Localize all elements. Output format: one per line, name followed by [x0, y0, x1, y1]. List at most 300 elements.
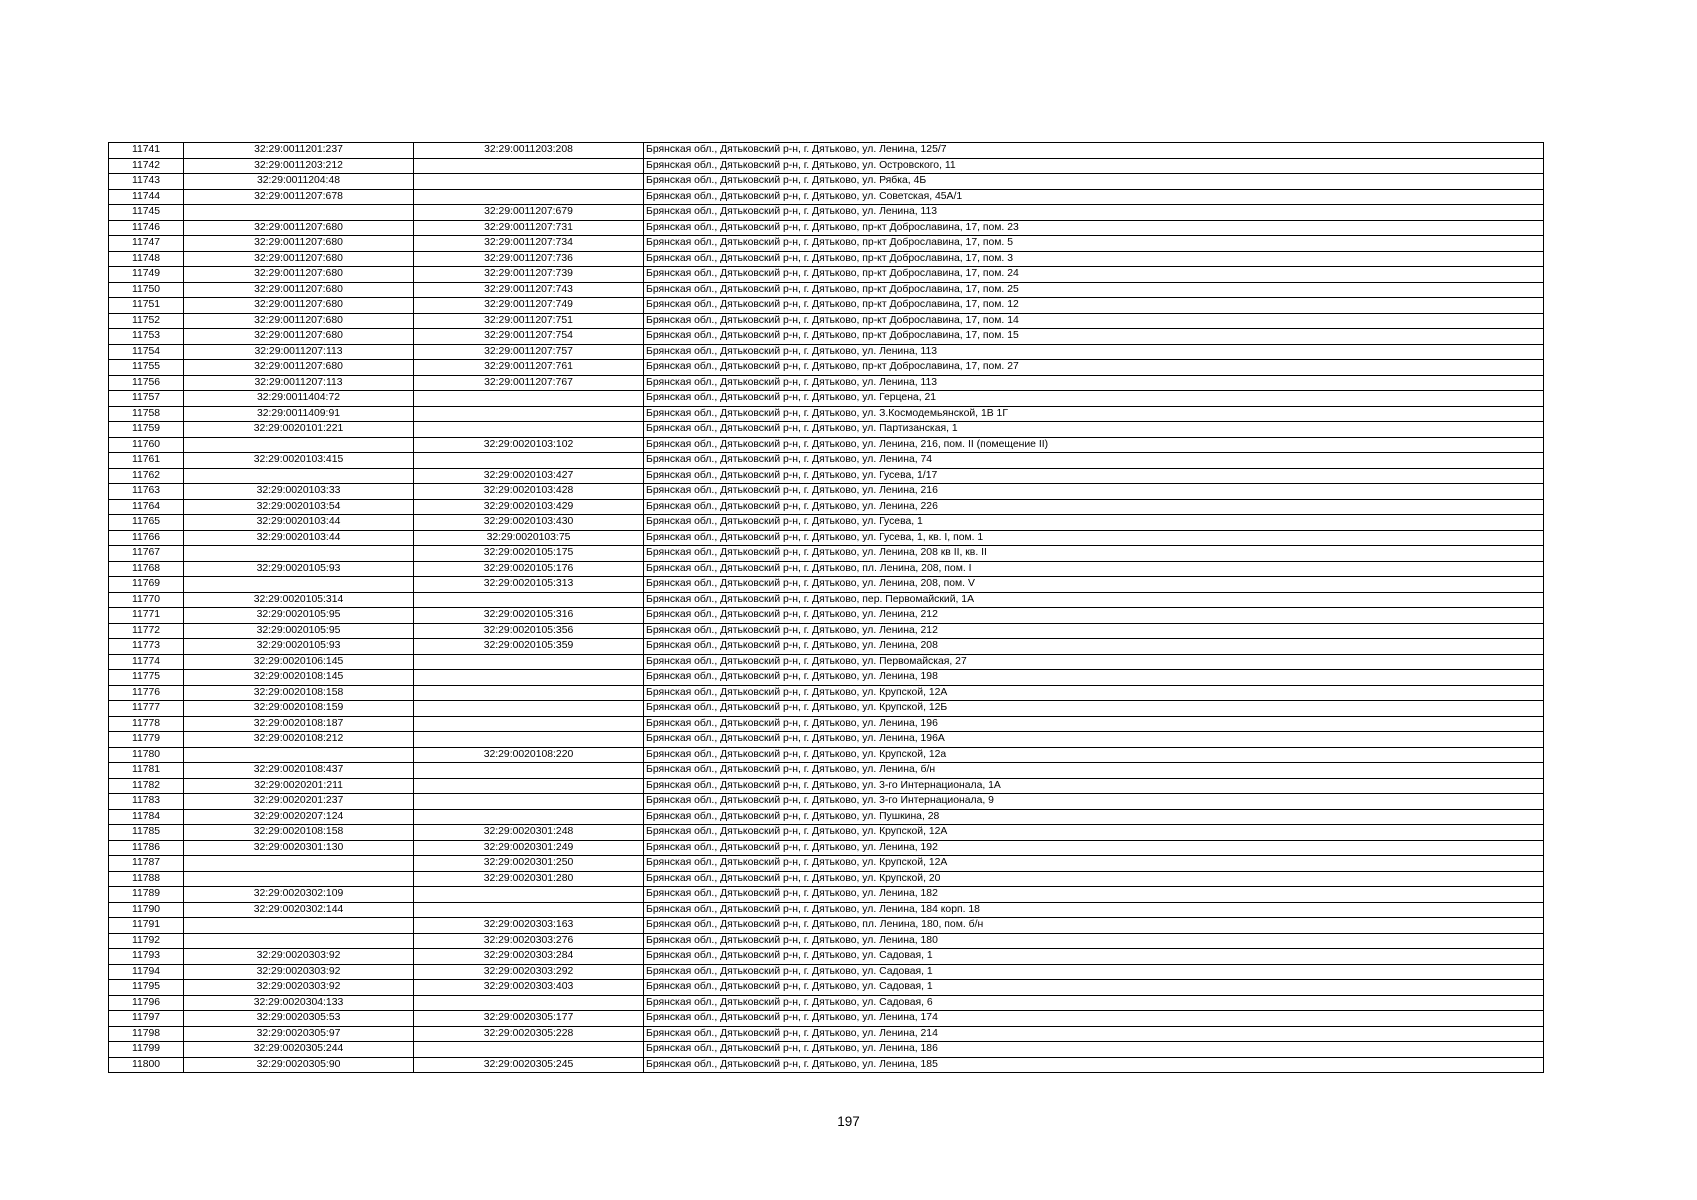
cadastral-number-cell: 32:29:0020103:415 [184, 453, 414, 469]
table-row [109, 902, 1544, 918]
object-cadastral-number-cell: 32:29:0020103:428 [414, 484, 644, 500]
row-number-cell: 11771 [109, 608, 184, 624]
table-row [109, 701, 1544, 717]
address-cell: Брянская обл., Дятьковский р-н, г. Дятьково, ул. Крупской, 12А [644, 825, 1544, 841]
address-cell: Брянская обл., Дятьковский р-н, г. Дятьково, пл. Ленина, 208, пом. I [644, 561, 1544, 577]
object-cadastral-number-cell [414, 701, 644, 717]
table-row [109, 639, 1544, 655]
cadastral-number-cell: 32:29:0020105:95 [184, 623, 414, 639]
table-row [109, 313, 1544, 329]
object-cadastral-number-cell [414, 794, 644, 810]
cadastral-number-cell: 32:29:0020103:44 [184, 530, 414, 546]
table-row [109, 654, 1544, 670]
cadastral-number-cell: 32:29:0020305:244 [184, 1042, 414, 1058]
address-cell: Брянская обл., Дятьковский р-н, г. Дятьково, ул. Ленина, 216, пом. II (помещение II) [644, 437, 1544, 453]
address-cell: Брянская обл., Дятьковский р-н, г. Дятьково, пер. Первомайский, 1А [644, 592, 1544, 608]
object-cadastral-number-cell: 32:29:0011207:757 [414, 344, 644, 360]
table-row [109, 887, 1544, 903]
table-row [109, 592, 1544, 608]
row-number-cell: 11791 [109, 918, 184, 934]
address-cell: Брянская обл., Дятьковский р-н, г. Дятьково, ул. Садовая, 6 [644, 995, 1544, 1011]
cadastral-number-cell: 32:29:0011207:680 [184, 251, 414, 267]
object-cadastral-number-cell [414, 763, 644, 779]
object-cadastral-number-cell: 32:29:0011207:743 [414, 282, 644, 298]
row-number-cell: 11785 [109, 825, 184, 841]
table-row [109, 329, 1544, 345]
table-row [109, 685, 1544, 701]
table-row [109, 980, 1544, 996]
address-cell: Брянская обл., Дятьковский р-н, г. Дятьково, пр-кт Доброславина, 17, пом. 15 [644, 329, 1544, 345]
table-row [109, 205, 1544, 221]
address-cell: Брянская обл., Дятьковский р-н, г. Дятьково, пр-кт Доброславина, 17, пом. 27 [644, 360, 1544, 376]
row-number-cell: 11778 [109, 716, 184, 732]
table-row [109, 220, 1544, 236]
object-cadastral-number-cell: 32:29:0020301:248 [414, 825, 644, 841]
table-row [109, 468, 1544, 484]
address-cell: Брянская обл., Дятьковский р-н, г. Дятьково, ул. Пушкина, 28 [644, 809, 1544, 825]
address-cell: Брянская обл., Дятьковский р-н, г. Дятьково, пр-кт Доброславина, 17, пом. 24 [644, 267, 1544, 283]
address-cell: Брянская обл., Дятьковский р-н, г. Дятьково, ул. Крупской, 12Б [644, 701, 1544, 717]
address-cell: Брянская обл., Дятьковский р-н, г. Дятьково, ул. Ленина, 196А [644, 732, 1544, 748]
cadastral-number-cell: 32:29:0011207:680 [184, 267, 414, 283]
object-cadastral-number-cell: 32:29:0020105:316 [414, 608, 644, 624]
object-cadastral-number-cell: 32:29:0020103:75 [414, 530, 644, 546]
cadastral-number-cell: 32:29:0020108:187 [184, 716, 414, 732]
object-cadastral-number-cell: 32:29:0011207:736 [414, 251, 644, 267]
row-number-cell: 11797 [109, 1011, 184, 1027]
address-cell: Брянская обл., Дятьковский р-н, г. Дятьково, ул. Первомайская, 27 [644, 654, 1544, 670]
object-cadastral-number-cell: 32:29:0011207:754 [414, 329, 644, 345]
address-cell: Брянская обл., Дятьковский р-н, г. Дятьково, ул. Крупской, 12а [644, 747, 1544, 763]
address-cell: Брянская обл., Дятьковский р-н, г. Дятьково, ул. Садовая, 1 [644, 964, 1544, 980]
table-row [109, 995, 1544, 1011]
address-cell: Брянская обл., Дятьковский р-н, г. Дятьково, пр-кт Доброславина, 17, пом. 25 [644, 282, 1544, 298]
row-number-cell: 11796 [109, 995, 184, 1011]
address-cell: Брянская обл., Дятьковский р-н, г. Дятьково, ул. 3-го Интернационала, 1А [644, 778, 1544, 794]
table-row [109, 561, 1544, 577]
cadastral-number-cell [184, 871, 414, 887]
address-cell: Брянская обл., Дятьковский р-н, г. Дятьково, ул. Ленина, 212 [644, 608, 1544, 624]
row-number-cell: 11800 [109, 1057, 184, 1073]
object-cadastral-number-cell: 32:29:0020303:403 [414, 980, 644, 996]
row-number-cell: 11763 [109, 484, 184, 500]
address-cell: Брянская обл., Дятьковский р-н, г. Дятьково, ул. Гусева, 1, кв. I, пом. 1 [644, 530, 1544, 546]
table-row [109, 515, 1544, 531]
cadastral-number-cell: 32:29:0020207:124 [184, 809, 414, 825]
row-number-cell: 11760 [109, 437, 184, 453]
address-cell: Брянская обл., Дятьковский р-н, г. Дятьково, ул. Ленина, 74 [644, 453, 1544, 469]
row-number-cell: 11768 [109, 561, 184, 577]
row-number-cell: 11788 [109, 871, 184, 887]
cadastral-number-cell: 32:29:0011404:72 [184, 391, 414, 407]
address-cell: Брянская обл., Дятьковский р-н, г. Дятьково, пр-кт Доброславина, 17, пом. 12 [644, 298, 1544, 314]
row-number-cell: 11767 [109, 546, 184, 562]
object-cadastral-number-cell [414, 391, 644, 407]
address-cell: Брянская обл., Дятьковский р-н, г. Дятьково, пр-кт Доброславина, 17, пом. 5 [644, 236, 1544, 252]
cadastral-number-cell: 32:29:0011207:680 [184, 236, 414, 252]
row-number-cell: 11759 [109, 422, 184, 438]
cadastral-number-cell: 32:29:0020301:130 [184, 840, 414, 856]
table-row [109, 406, 1544, 422]
cadastral-number-cell [184, 918, 414, 934]
table-row [109, 143, 1544, 159]
row-number-cell: 11744 [109, 189, 184, 205]
registry-table [108, 142, 1544, 1073]
object-cadastral-number-cell: 32:29:0020103:429 [414, 499, 644, 515]
cadastral-number-cell: 32:29:0020106:145 [184, 654, 414, 670]
cadastral-number-cell: 32:29:0020105:93 [184, 561, 414, 577]
row-number-cell: 11798 [109, 1026, 184, 1042]
cadastral-number-cell: 32:29:0020105:95 [184, 608, 414, 624]
table-row [109, 763, 1544, 779]
table-row [109, 422, 1544, 438]
cadastral-number-cell [184, 747, 414, 763]
row-number-cell: 11764 [109, 499, 184, 515]
address-cell: Брянская обл., Дятьковский р-н, г. Дятьково, ул. Крупской, 12А [644, 856, 1544, 872]
cadastral-number-cell: 32:29:0020303:92 [184, 980, 414, 996]
cadastral-number-cell: 32:29:0011207:680 [184, 313, 414, 329]
address-cell: Брянская обл., Дятьковский р-н, г. Дятьково, ул. Ленина, б/н [644, 763, 1544, 779]
row-number-cell: 11749 [109, 267, 184, 283]
address-cell: Брянская обл., Дятьковский р-н, г. Дятьково, ул. Ленина, 212 [644, 623, 1544, 639]
address-cell: Брянская обл., Дятьковский р-н, г. Дятьково, ул. Ленина, 216 [644, 484, 1544, 500]
row-number-cell: 11746 [109, 220, 184, 236]
row-number-cell: 11789 [109, 887, 184, 903]
address-cell: Брянская обл., Дятьковский р-н, г. Дятьково, ул. Партизанская, 1 [644, 422, 1544, 438]
address-cell: Брянская обл., Дятьковский р-н, г. Дятьково, ул. Ленина, 208, пом. V [644, 577, 1544, 593]
object-cadastral-number-cell [414, 422, 644, 438]
address-cell: Брянская обл., Дятьковский р-н, г. Дятьково, ул. Островского, 11 [644, 158, 1544, 174]
object-cadastral-number-cell: 32:29:0020103:102 [414, 437, 644, 453]
object-cadastral-number-cell: 32:29:0011207:749 [414, 298, 644, 314]
table-row [109, 1042, 1544, 1058]
cadastral-number-cell: 32:29:0020103:54 [184, 499, 414, 515]
table-row [109, 794, 1544, 810]
object-cadastral-number-cell: 32:29:0020103:430 [414, 515, 644, 531]
cadastral-number-cell: 32:29:0020108:145 [184, 670, 414, 686]
address-cell: Брянская обл., Дятьковский р-н, г. Дятьково, пр-кт Доброславина, 17, пом. 14 [644, 313, 1544, 329]
object-cadastral-number-cell: 32:29:0020305:177 [414, 1011, 644, 1027]
address-cell: Брянская обл., Дятьковский р-н, г. Дятьково, ул. Ленина, 214 [644, 1026, 1544, 1042]
address-cell: Брянская обл., Дятьковский р-н, г. Дятьково, ул. Крупской, 20 [644, 871, 1544, 887]
table-row [109, 949, 1544, 965]
address-cell: Брянская обл., Дятьковский р-н, г. Дятьково, ул. Гусева, 1 [644, 515, 1544, 531]
object-cadastral-number-cell: 32:29:0020305:228 [414, 1026, 644, 1042]
table-row [109, 918, 1544, 934]
row-number-cell: 11787 [109, 856, 184, 872]
row-number-cell: 11750 [109, 282, 184, 298]
row-number-cell: 11784 [109, 809, 184, 825]
object-cadastral-number-cell [414, 778, 644, 794]
object-cadastral-number-cell [414, 887, 644, 903]
cadastral-number-cell: 32:29:0011203:212 [184, 158, 414, 174]
cadastral-number-cell: 32:29:0020201:211 [184, 778, 414, 794]
address-cell: Брянская обл., Дятьковский р-н, г. Дятьково, пр-кт Доброславина, 17, пом. 3 [644, 251, 1544, 267]
address-cell: Брянская обл., Дятьковский р-н, г. Дятьково, ул. Садовая, 1 [644, 980, 1544, 996]
cadastral-number-cell: 32:29:0011207:680 [184, 360, 414, 376]
cadastral-number-cell [184, 577, 414, 593]
cadastral-number-cell: 32:29:0020303:92 [184, 949, 414, 965]
table-row [109, 282, 1544, 298]
row-number-cell: 11776 [109, 685, 184, 701]
object-cadastral-number-cell: 32:29:0011203:208 [414, 143, 644, 159]
row-number-cell: 11794 [109, 964, 184, 980]
cadastral-number-cell: 32:29:0020105:93 [184, 639, 414, 655]
row-number-cell: 11757 [109, 391, 184, 407]
row-number-cell: 11769 [109, 577, 184, 593]
table-row [109, 174, 1544, 190]
cadastral-number-cell: 32:29:0011207:678 [184, 189, 414, 205]
table-row [109, 484, 1544, 500]
table-row [109, 716, 1544, 732]
object-cadastral-number-cell: 32:29:0020105:175 [414, 546, 644, 562]
address-cell: Брянская обл., Дятьковский р-н, г. Дятьково, ул. Ленина, 186 [644, 1042, 1544, 1058]
address-cell: Брянская обл., Дятьковский р-н, г. Дятьково, ул. Крупской, 12А [644, 685, 1544, 701]
object-cadastral-number-cell: 32:29:0020105:356 [414, 623, 644, 639]
table-row [109, 577, 1544, 593]
table-row [109, 964, 1544, 980]
address-cell: Брянская обл., Дятьковский р-н, г. Дятьково, ул. 3-го Интернационала, 9 [644, 794, 1544, 810]
object-cadastral-number-cell: 32:29:0020301:250 [414, 856, 644, 872]
row-number-cell: 11758 [109, 406, 184, 422]
table-row [109, 453, 1544, 469]
address-cell: Брянская обл., Дятьковский р-н, г. Дятьково, ул. Гусева, 1/17 [644, 468, 1544, 484]
cadastral-number-cell: 32:29:0011207:680 [184, 282, 414, 298]
cadastral-number-cell: 32:29:0020108:212 [184, 732, 414, 748]
table-row [109, 391, 1544, 407]
row-number-cell: 11795 [109, 980, 184, 996]
row-number-cell: 11756 [109, 375, 184, 391]
cadastral-number-cell: 32:29:0020305:53 [184, 1011, 414, 1027]
object-cadastral-number-cell [414, 732, 644, 748]
row-number-cell: 11790 [109, 902, 184, 918]
table-row [109, 267, 1544, 283]
table-row [109, 375, 1544, 391]
object-cadastral-number-cell [414, 654, 644, 670]
object-cadastral-number-cell: 32:29:0011207:739 [414, 267, 644, 283]
row-number-cell: 11786 [109, 840, 184, 856]
object-cadastral-number-cell [414, 902, 644, 918]
table-row [109, 623, 1544, 639]
address-cell: Брянская обл., Дятьковский р-н, г. Дятьково, ул. Ленина, 180 [644, 933, 1544, 949]
table-row [109, 1011, 1544, 1027]
row-number-cell: 11755 [109, 360, 184, 376]
table-row [109, 546, 1544, 562]
cadastral-number-cell: 32:29:0020304:133 [184, 995, 414, 1011]
cadastral-number-cell: 32:29:0020303:92 [184, 964, 414, 980]
row-number-cell: 11770 [109, 592, 184, 608]
row-number-cell: 11777 [109, 701, 184, 717]
address-cell: Брянская обл., Дятьковский р-н, г. Дятьково, ул. Ленина, 113 [644, 344, 1544, 360]
row-number-cell: 11754 [109, 344, 184, 360]
cadastral-number-cell: 32:29:0011207:680 [184, 298, 414, 314]
object-cadastral-number-cell: 32:29:0020301:249 [414, 840, 644, 856]
object-cadastral-number-cell [414, 453, 644, 469]
table-row [109, 871, 1544, 887]
table-row [109, 298, 1544, 314]
object-cadastral-number-cell [414, 685, 644, 701]
cadastral-number-cell: 32:29:0020108:158 [184, 825, 414, 841]
row-number-cell: 11781 [109, 763, 184, 779]
object-cadastral-number-cell: 32:29:0011207:751 [414, 313, 644, 329]
page-number: 197 [837, 1114, 860, 1129]
object-cadastral-number-cell [414, 670, 644, 686]
address-cell: Брянская обл., Дятьковский р-н, г. Дятьково, ул. Садовая, 1 [644, 949, 1544, 965]
object-cadastral-number-cell [414, 158, 644, 174]
address-cell: Брянская обл., Дятьковский р-н, г. Дятьково, ул. Ленина, 184 корп. 18 [644, 902, 1544, 918]
row-number-cell: 11774 [109, 654, 184, 670]
object-cadastral-number-cell: 32:29:0020103:427 [414, 468, 644, 484]
object-cadastral-number-cell [414, 716, 644, 732]
object-cadastral-number-cell: 32:29:0020303:284 [414, 949, 644, 965]
table-row [109, 825, 1544, 841]
row-number-cell: 11783 [109, 794, 184, 810]
object-cadastral-number-cell: 32:29:0020303:163 [414, 918, 644, 934]
row-number-cell: 11765 [109, 515, 184, 531]
address-cell: Брянская обл., Дятьковский р-н, г. Дятьково, ул. З.Космодемьянской, 1В 1Г [644, 406, 1544, 422]
row-number-cell: 11742 [109, 158, 184, 174]
object-cadastral-number-cell [414, 174, 644, 190]
table-row [109, 344, 1544, 360]
cadastral-number-cell: 32:29:0011207:680 [184, 329, 414, 345]
object-cadastral-number-cell: 32:29:0020105:359 [414, 639, 644, 655]
cadastral-number-cell: 32:29:0020103:33 [184, 484, 414, 500]
address-cell: Брянская обл., Дятьковский р-н, г. Дятьково, ул. Ленина, 182 [644, 887, 1544, 903]
table-row [109, 499, 1544, 515]
cadastral-number-cell: 32:29:0020305:90 [184, 1057, 414, 1073]
row-number-cell: 11782 [109, 778, 184, 794]
object-cadastral-number-cell [414, 1042, 644, 1058]
table-row [109, 236, 1544, 252]
registry-table-body [109, 143, 1544, 1073]
address-cell: Брянская обл., Дятьковский р-н, г. Дятьково, ул. Ленина, 192 [644, 840, 1544, 856]
cadastral-number-cell [184, 933, 414, 949]
object-cadastral-number-cell [414, 189, 644, 205]
address-cell: Брянская обл., Дятьковский р-н, г. Дятьково, ул. Ленина, 174 [644, 1011, 1544, 1027]
object-cadastral-number-cell: 32:29:0020301:280 [414, 871, 644, 887]
address-cell: Брянская обл., Дятьковский р-н, г. Дятьково, ул. Ленина, 185 [644, 1057, 1544, 1073]
address-cell: Брянская обл., Дятьковский р-н, г. Дятьково, ул. Ленина, 125/7 [644, 143, 1544, 159]
object-cadastral-number-cell: 32:29:0011207:679 [414, 205, 644, 221]
table-row [109, 747, 1544, 763]
row-number-cell: 11753 [109, 329, 184, 345]
table-row [109, 732, 1544, 748]
table-row [109, 809, 1544, 825]
address-cell: Брянская обл., Дятьковский р-н, г. Дятьково, ул. Ленина, 196 [644, 716, 1544, 732]
cadastral-number-cell: 32:29:0020105:314 [184, 592, 414, 608]
row-number-cell: 11773 [109, 639, 184, 655]
cadastral-number-cell: 32:29:0020302:109 [184, 887, 414, 903]
row-number-cell: 11747 [109, 236, 184, 252]
row-number-cell: 11748 [109, 251, 184, 267]
object-cadastral-number-cell: 32:29:0020303:276 [414, 933, 644, 949]
object-cadastral-number-cell [414, 809, 644, 825]
address-cell: Брянская обл., Дятьковский р-н, г. Дятьково, ул. Советская, 45А/1 [644, 189, 1544, 205]
table-row [109, 856, 1544, 872]
object-cadastral-number-cell [414, 406, 644, 422]
row-number-cell: 11780 [109, 747, 184, 763]
object-cadastral-number-cell: 32:29:0011207:731 [414, 220, 644, 236]
table-row [109, 1026, 1544, 1042]
address-cell: Брянская обл., Дятьковский р-н, г. Дятьково, ул. Ленина, 226 [644, 499, 1544, 515]
object-cadastral-number-cell [414, 592, 644, 608]
table-row [109, 933, 1544, 949]
cadastral-number-cell: 32:29:0020103:44 [184, 515, 414, 531]
cadastral-number-cell: 32:29:0011204:48 [184, 174, 414, 190]
address-cell: Брянская обл., Дятьковский р-н, г. Дятьково, ул. Ленина, 113 [644, 205, 1544, 221]
address-cell: Брянская обл., Дятьковский р-н, г. Дятьково, ул. Рябка, 4Б [644, 174, 1544, 190]
cadastral-number-cell: 32:29:0020108:159 [184, 701, 414, 717]
address-cell: Брянская обл., Дятьковский р-н, г. Дятьково, пл. Ленина, 180, пом. б/н [644, 918, 1544, 934]
table-row [109, 530, 1544, 546]
cadastral-number-cell: 32:29:0020108:437 [184, 763, 414, 779]
cadastral-number-cell: 32:29:0011207:680 [184, 220, 414, 236]
row-number-cell: 11752 [109, 313, 184, 329]
cadastral-number-cell [184, 856, 414, 872]
cadastral-number-cell: 32:29:0011409:91 [184, 406, 414, 422]
row-number-cell: 11761 [109, 453, 184, 469]
table-row [109, 670, 1544, 686]
address-cell: Брянская обл., Дятьковский р-н, г. Дятьково, ул. Ленина, 208 [644, 639, 1544, 655]
cadastral-number-cell: 32:29:0020201:237 [184, 794, 414, 810]
table-row [109, 437, 1544, 453]
object-cadastral-number-cell: 32:29:0020108:220 [414, 747, 644, 763]
table-row [109, 189, 1544, 205]
table-row [109, 158, 1544, 174]
object-cadastral-number-cell: 32:29:0020303:292 [414, 964, 644, 980]
row-number-cell: 11772 [109, 623, 184, 639]
cadastral-number-cell: 32:29:0020108:158 [184, 685, 414, 701]
object-cadastral-number-cell: 32:29:0020105:313 [414, 577, 644, 593]
row-number-cell: 11799 [109, 1042, 184, 1058]
object-cadastral-number-cell [414, 995, 644, 1011]
address-cell: Брянская обл., Дятьковский р-н, г. Дятьково, ул. Ленина, 113 [644, 375, 1544, 391]
object-cadastral-number-cell: 32:29:0011207:767 [414, 375, 644, 391]
cadastral-number-cell: 32:29:0020305:97 [184, 1026, 414, 1042]
cadastral-number-cell [184, 437, 414, 453]
cadastral-number-cell: 32:29:0011207:113 [184, 344, 414, 360]
cadastral-number-cell: 32:29:0020302:144 [184, 902, 414, 918]
cadastral-number-cell: 32:29:0020101:221 [184, 422, 414, 438]
cadastral-number-cell [184, 546, 414, 562]
row-number-cell: 11792 [109, 933, 184, 949]
table-row [109, 778, 1544, 794]
cadastral-number-cell: 32:29:0011207:113 [184, 375, 414, 391]
row-number-cell: 11762 [109, 468, 184, 484]
object-cadastral-number-cell: 32:29:0020105:176 [414, 561, 644, 577]
row-number-cell: 11743 [109, 174, 184, 190]
cadastral-number-cell [184, 205, 414, 221]
object-cadastral-number-cell: 32:29:0011207:761 [414, 360, 644, 376]
table-row [109, 1057, 1544, 1073]
row-number-cell: 11779 [109, 732, 184, 748]
cadastral-number-cell [184, 468, 414, 484]
cadastral-number-cell: 32:29:0011201:237 [184, 143, 414, 159]
row-number-cell: 11741 [109, 143, 184, 159]
table-row [109, 840, 1544, 856]
address-cell: Брянская обл., Дятьковский р-н, г. Дятьково, пр-кт Доброславина, 17, пом. 23 [644, 220, 1544, 236]
object-cadastral-number-cell: 32:29:0011207:734 [414, 236, 644, 252]
row-number-cell: 11766 [109, 530, 184, 546]
object-cadastral-number-cell: 32:29:0020305:245 [414, 1057, 644, 1073]
table-row [109, 608, 1544, 624]
address-cell: Брянская обл., Дятьковский р-н, г. Дятьково, ул. Герцена, 21 [644, 391, 1544, 407]
address-cell: Брянская обл., Дятьковский р-н, г. Дятьково, ул. Ленина, 198 [644, 670, 1544, 686]
row-number-cell: 11751 [109, 298, 184, 314]
address-cell: Брянская обл., Дятьковский р-н, г. Дятьково, ул. Ленина, 208 кв II, кв. II [644, 546, 1544, 562]
table-row [109, 251, 1544, 267]
row-number-cell: 11775 [109, 670, 184, 686]
